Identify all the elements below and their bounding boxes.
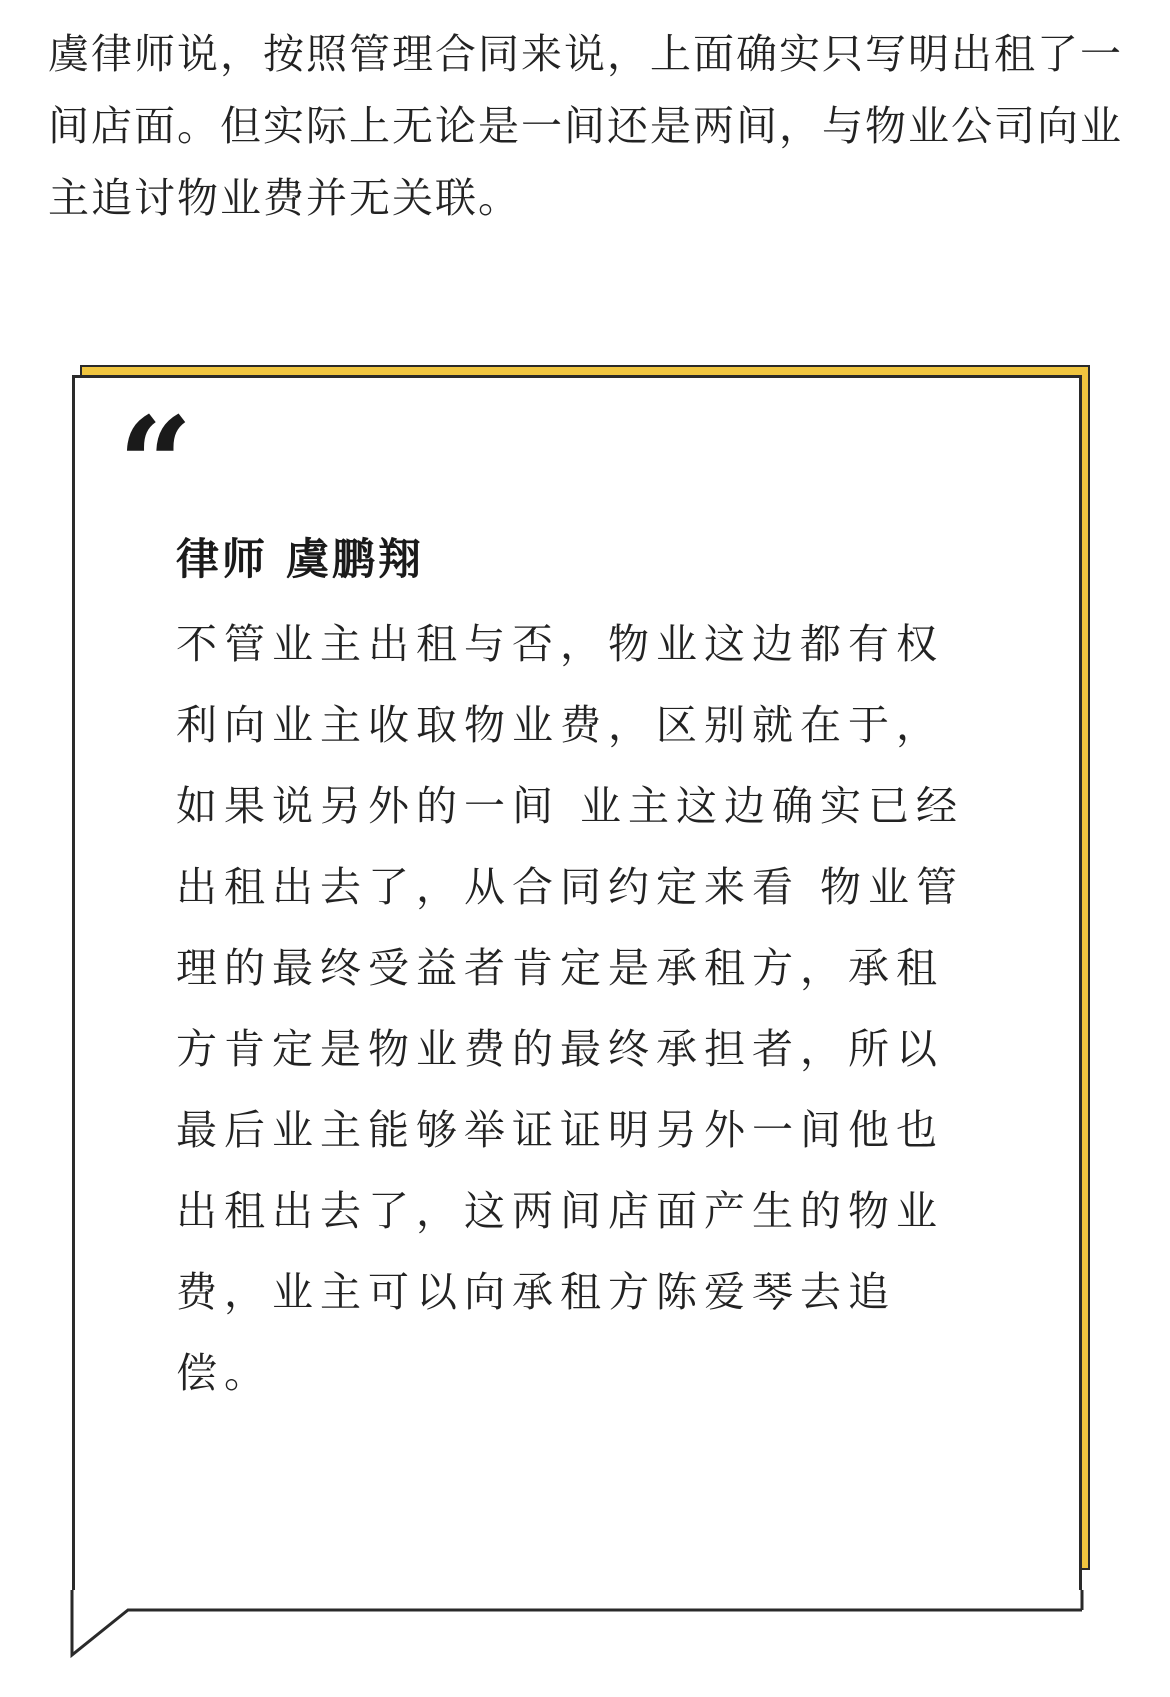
intro-paragraph: 虞律师说，按照管理合同来说，上面确实只写明出租了一间店面。但实际上无论是一间还是两间，与物业公司向业主追讨物业费并无关联。 bbox=[48, 30, 1123, 222]
quote-text: 不管业主出租与否，物业这边都有权利向业主收取物业费，区别就在于，如果说另外的一间 业主这边确实已经出租出去了，从合同约定来看 物业管理的最终受益者肯定是承租方，承租方肯定是物业费的最终承担者，所以最后业主能够举证证明另外一间他也出租出去了，这两间店面产生的物业费，业主可以向承租方陈爱琴去追偿。 bbox=[176, 620, 965, 1397]
speech-bubble-tail bbox=[70, 1590, 1084, 1660]
quote-mark-icon: “ bbox=[118, 388, 193, 541]
speaker-name: 律师 虞鹏翔 bbox=[176, 535, 424, 585]
